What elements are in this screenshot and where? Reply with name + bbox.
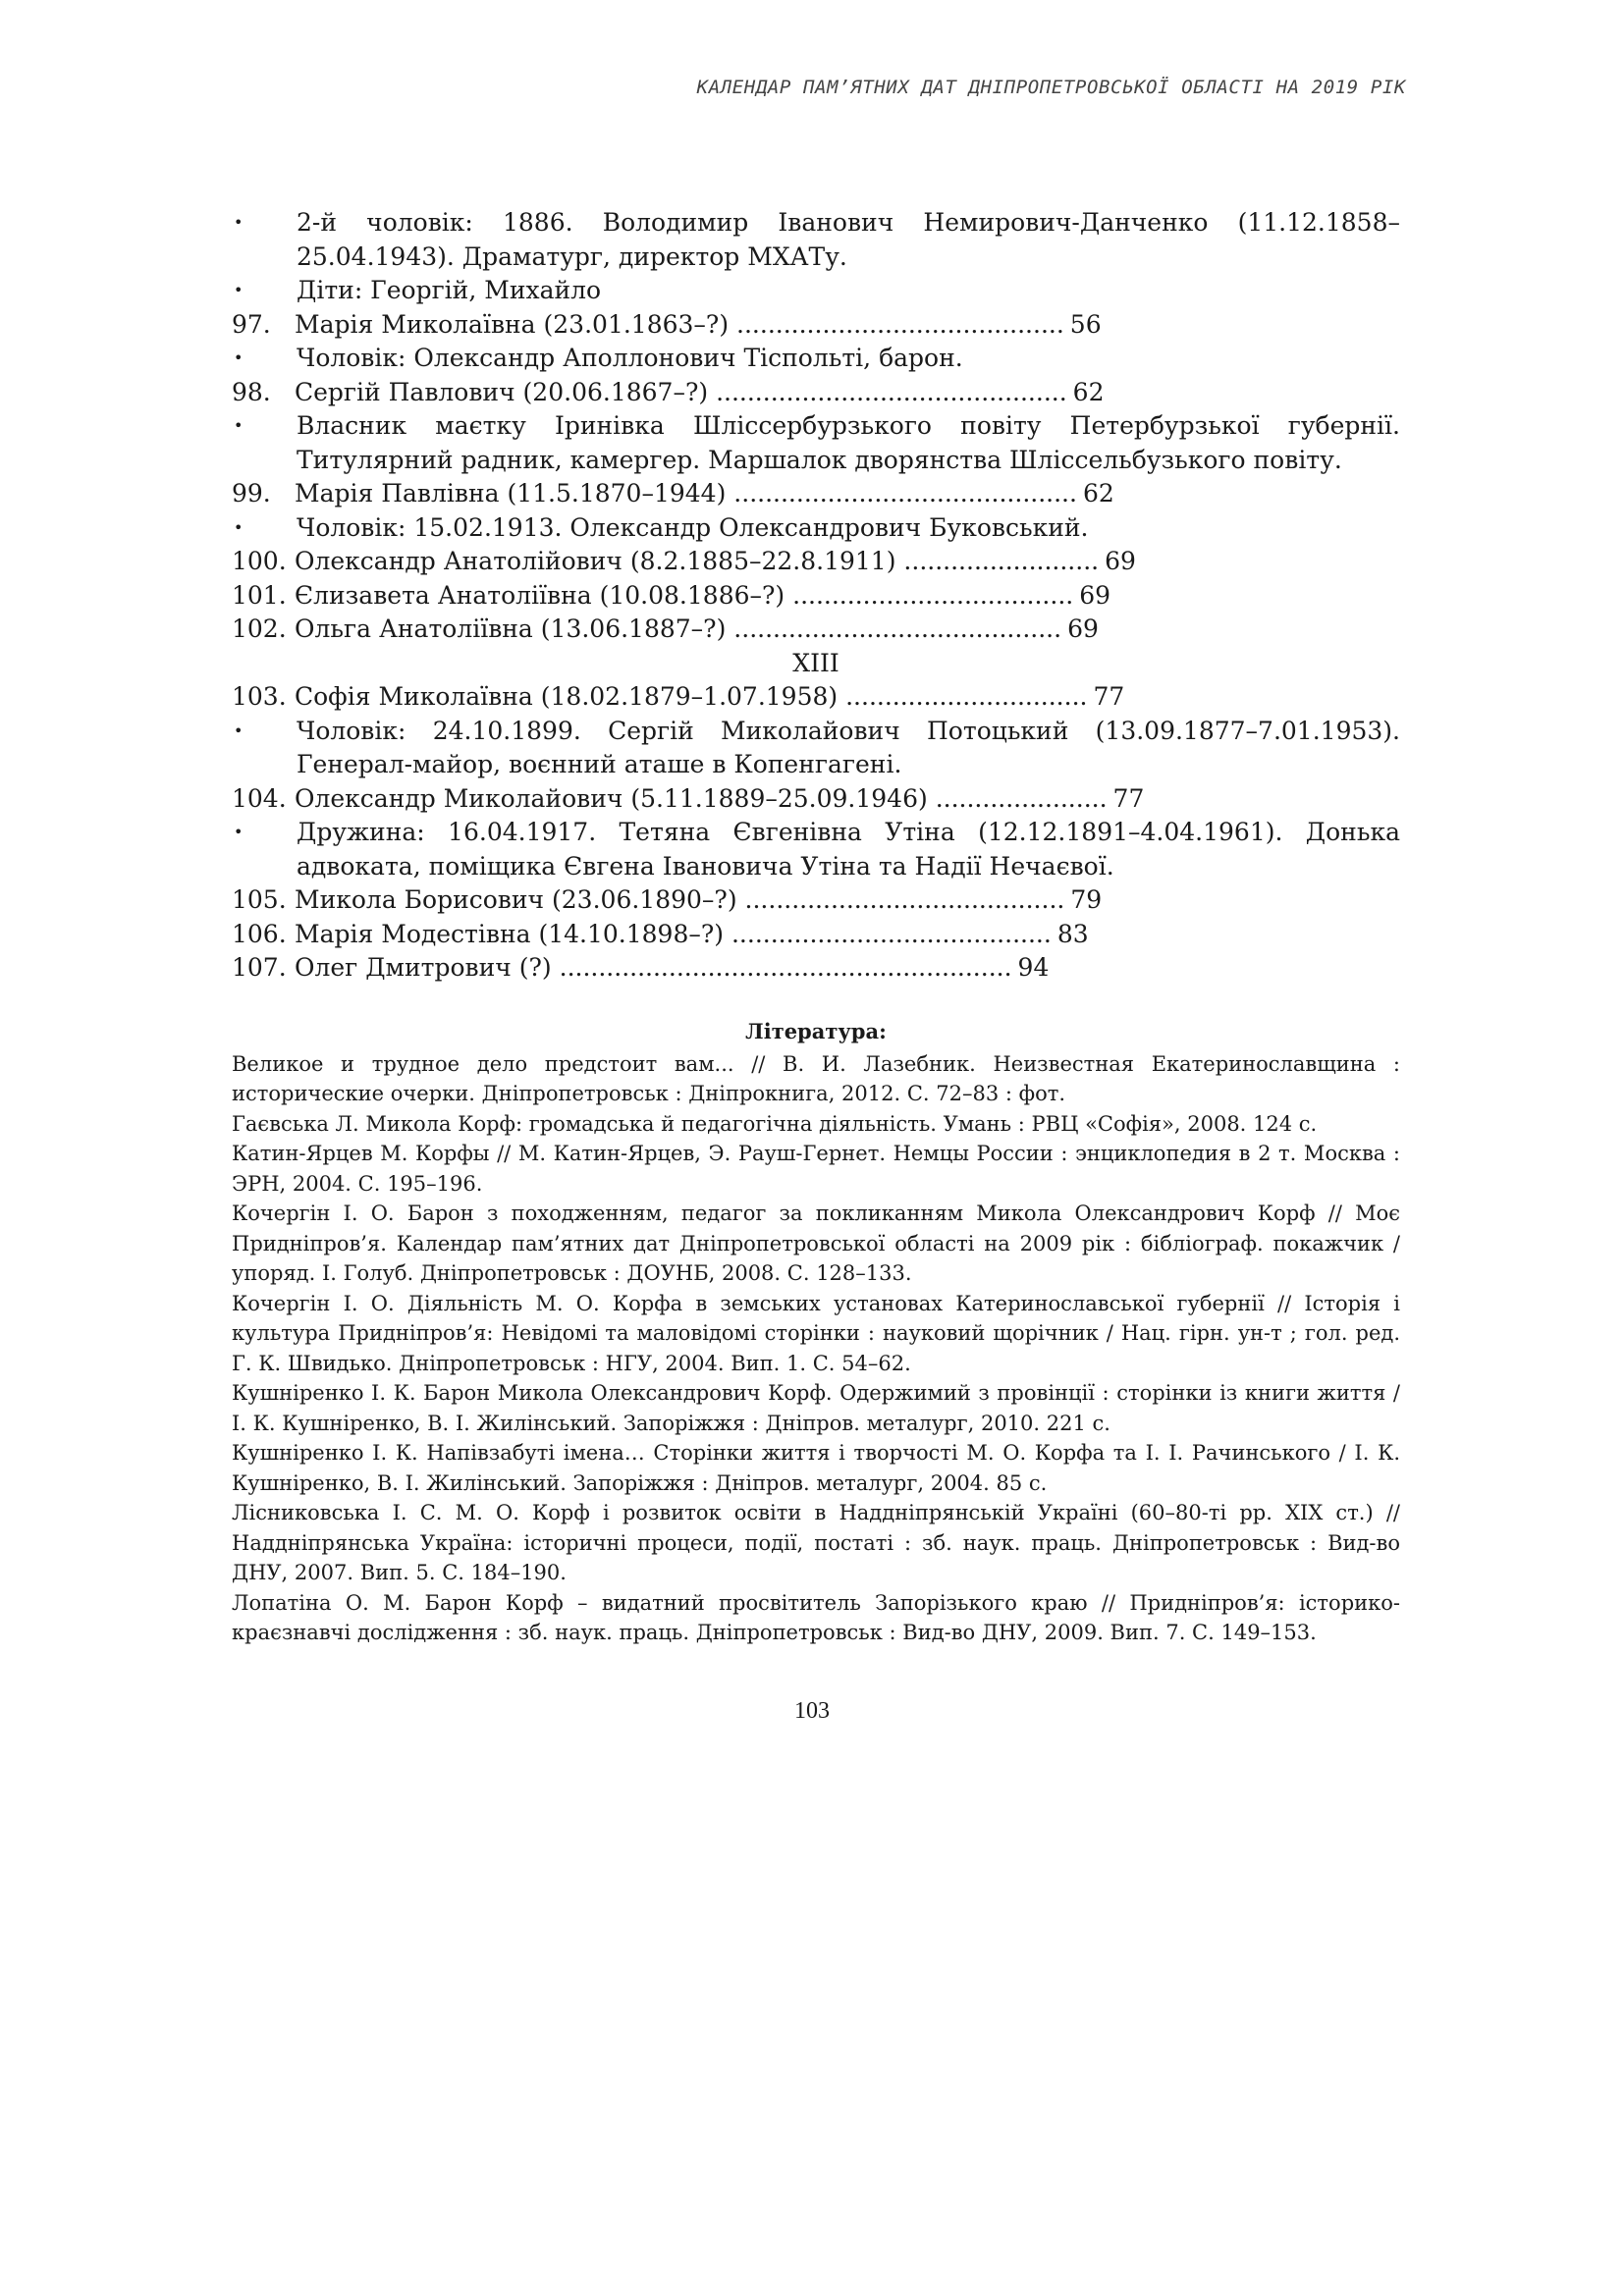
bullet-icon: • bbox=[234, 721, 244, 740]
literature-item: Лісниковська І. С. М. О. Корф і розвиток освіти в Наддніпрянській Україні (60–80-ті рр. XIX ст.) // Наддніпрянська Україна: історичні процеси, події, постаті : зб. наук. праць. Дніпропетровськ : Вид-во ДНУ, 2007. Вип. 5. С. 184–190. bbox=[232, 1501, 1400, 1584]
entry-name: Єлизавета Анатоліївна (10.08.1886–?) bbox=[295, 580, 785, 610]
leader-dots: ......................... bbox=[903, 547, 1100, 575]
entry-page-ref: 62 bbox=[1072, 377, 1105, 406]
literature-item: Лопатіна О. М. Барон Корф – видатний просвітитель Запорізького краю // Придніпров’я: історико-краєзнавчі дослідження : зб. наук. праць. Дніпропетровськ : Вид-во ДНУ, 2009. Вип. 7. С. 149–153. bbox=[232, 1590, 1400, 1644]
numbered-entry bbox=[232, 579, 1400, 614]
entry-text bbox=[295, 951, 1400, 986]
numbered-entry bbox=[232, 883, 1400, 918]
leader-dots: ............................................ bbox=[733, 479, 1077, 507]
entry-text: Власник маєтку Іринівка Шліссербурзького повіту Петербурзької губернії. Титулярний радник, камергер. Маршалок дворянства Шліссельбузького повіту. bbox=[297, 411, 1400, 474]
entry-page-ref: 69 bbox=[1079, 580, 1111, 610]
bullet-entry bbox=[232, 511, 1400, 546]
entry-name: Микола Борисович (23.06.1890–?) bbox=[295, 885, 737, 914]
page-number: 103 bbox=[794, 1698, 830, 1724]
bullet-entry bbox=[232, 816, 1400, 883]
literature-item: Кушніренко І. К. Напівзабуті імена… Сторінки життя і творчості М. О. Корфа та І. І. Рачинського / І. К. Кушніренко, В. І. Жилінський. Запоріжжя : Дніпров. металург, 2004. 85 с. bbox=[232, 1441, 1400, 1495]
entry-text: Дружина: 16.04.1917. Тетяна Євгенівна Утіна (12.12.1891–4.04.1961). Донька адвоката, поміщика Євгена Івановича Утіна та Надії Нечаєвої. bbox=[297, 818, 1400, 881]
entry-name: Марія Модестівна (14.10.1898–?) bbox=[295, 919, 725, 948]
literature-item: Кушніренко І. К. Барон Микола Олександрович Корф. Одержимий з провінції : сторінки із книги життя / І. К. Кушніренко, В. І. Жилінський. Запоріжжя : Дніпров. металург, 2010. 221 с. bbox=[232, 1381, 1400, 1435]
leader-dots: .......................................................... bbox=[559, 953, 1012, 982]
entry-text bbox=[295, 782, 1400, 817]
bullet-entry bbox=[232, 206, 1400, 274]
bullet-entry bbox=[232, 274, 1400, 308]
entry-name: Марія Павлівна (11.5.1870–1944) bbox=[295, 479, 727, 507]
numbered-entry bbox=[232, 613, 1400, 647]
bullet-icon: • bbox=[234, 416, 244, 435]
numbered-entry bbox=[232, 782, 1400, 817]
literature-section bbox=[232, 1017, 1400, 1648]
entry-page-ref: 77 bbox=[1112, 783, 1145, 813]
literature-item: Великое и трудное дело предстоит вам... // В. И. Лазебник. Неизвестная Екатеринославщина : исторические очерки. Дніпропетровськ : Дніпрокнига, 2012. С. 72–83 : фот. bbox=[232, 1051, 1400, 1105]
entry-number: 97. bbox=[232, 309, 271, 339]
entry-text bbox=[295, 376, 1400, 410]
entry-number: 104. bbox=[232, 783, 287, 813]
running-header: КАЛЕНДАР ПАМ’ЯТНИХ ДАТ ДНІПРОПЕТРОВСЬКОЇ ОБЛАСТІ НА 2019 РІК bbox=[696, 77, 1406, 98]
entry-page-ref: 69 bbox=[1067, 614, 1099, 643]
entry-text: Чоловік: Олександр Аполлонович Тіспольті, барон. bbox=[297, 344, 963, 372]
entry-number: 103. bbox=[232, 682, 287, 711]
entry-text: Чоловік: 24.10.1899. Сергій Миколайович Потоцький (13.09.1877–7.01.1953). Генерал-майор, воєнний аташе в Копенгагені. bbox=[297, 716, 1400, 778]
entry-number: 105. bbox=[232, 885, 287, 914]
entry-text bbox=[295, 680, 1400, 715]
entry-number: 101. bbox=[232, 580, 287, 610]
numbered-entry bbox=[232, 308, 1400, 343]
entry-name: Олег Дмитрович (?) bbox=[295, 953, 552, 982]
literature-item: Кочергін І. О. Барон з походженням, педагог за покликанням Микола Олександрович Корф // Моє Придніпров’я. Календар пам’ятних дат Дніпропетровської області на 2009 рік : бібліограф. покажчик / упоряд. І. Голуб. Дніпропетровськ : ДОУНБ, 2008. С. 128–133. bbox=[232, 1201, 1400, 1285]
bullet-icon: • bbox=[234, 823, 244, 841]
entry-name: Софія Миколаївна (18.02.1879–1.07.1958) bbox=[295, 682, 839, 711]
bullet-entry bbox=[232, 715, 1400, 782]
genealogy-list bbox=[232, 206, 1400, 986]
entry-name: Олександр Миколайович (5.11.1889–25.09.1946) bbox=[295, 783, 928, 813]
numbered-entry bbox=[232, 545, 1400, 579]
bullet-icon: • bbox=[234, 348, 244, 367]
numbered-entry bbox=[232, 376, 1400, 410]
numbered-entry bbox=[232, 477, 1400, 511]
literature-item: Кочергін І. О. Діяльність М. О. Корфа в земських установах Катеринославської губернії // Історія і культура Придніпров’я: Невідомі та маловідомі сторінки : науковий щорічник / Нац. гірн. ун-т ; гол. ред. Г. К. Швидько. Дніпропетровськ : НГУ, 2004. Вип. 1. С. 54–62. bbox=[232, 1291, 1400, 1375]
section-heading bbox=[232, 647, 1400, 681]
entry-number: 98. bbox=[232, 377, 271, 406]
leader-dots: ............................... bbox=[845, 682, 1088, 711]
section-heading-text: XIII bbox=[792, 648, 839, 677]
entry-page-ref: 56 bbox=[1069, 309, 1102, 339]
entry-text bbox=[295, 477, 1400, 511]
entry-name: Олександр Анатолійович (8.2.1885–22.8.1911) bbox=[295, 547, 896, 575]
entry-page-ref: 83 bbox=[1056, 919, 1089, 948]
numbered-entry bbox=[232, 918, 1400, 952]
entry-text bbox=[295, 579, 1400, 614]
bullet-entry bbox=[232, 409, 1400, 477]
entry-text bbox=[295, 308, 1400, 343]
numbered-entry bbox=[232, 951, 1400, 986]
leader-dots: .................................... bbox=[792, 580, 1074, 610]
literature-title: Література: bbox=[745, 1019, 887, 1043]
entry-text bbox=[295, 545, 1400, 579]
literature-item: Гаєвська Л. Микола Корф: громадська й педагогічна діяльність. Умань : РВЦ «Софія», 2008. 124 с. bbox=[232, 1111, 1318, 1136]
leader-dots: ......................................... bbox=[744, 885, 1065, 914]
bullet-icon: • bbox=[234, 281, 244, 299]
literature-item: Катин-Ярцев М. Корфы // М. Катин-Ярцев, Э. Рауш-Гернет. Немцы России : энциклопедия в 2 т. Москва : ЭРН, 2004. С. 195–196. bbox=[232, 1142, 1400, 1196]
entry-text bbox=[295, 613, 1400, 647]
leader-dots: ......................................... bbox=[731, 919, 1052, 948]
entry-page-ref: 79 bbox=[1070, 885, 1103, 914]
bullet-icon: • bbox=[234, 517, 244, 537]
entry-number: 106. bbox=[232, 919, 287, 948]
entry-number: 99. bbox=[232, 479, 271, 507]
leader-dots: .......................................... bbox=[736, 309, 1064, 339]
leader-dots: .......................................... bbox=[733, 614, 1062, 643]
entry-text: Діти: Георгій, Михайло bbox=[297, 276, 602, 304]
bullet-entry bbox=[232, 342, 1400, 376]
leader-dots: ............................................. bbox=[716, 377, 1067, 406]
entry-number: 102. bbox=[232, 614, 287, 643]
entry-name: Сергій Павлович (20.06.1867–?) bbox=[295, 377, 709, 406]
entry-page-ref: 69 bbox=[1105, 547, 1136, 575]
bullet-icon: • bbox=[234, 213, 244, 232]
entry-number: 100. bbox=[232, 547, 287, 575]
entry-page-ref: 77 bbox=[1093, 682, 1125, 711]
entry-number: 107. bbox=[232, 953, 287, 982]
entry-text: Чоловік: 15.02.1913. Олександр Олександрович Буковський. bbox=[297, 512, 1089, 542]
entry-page-ref: 62 bbox=[1082, 479, 1114, 507]
entry-text bbox=[295, 883, 1400, 918]
entry-page-ref: 94 bbox=[1017, 953, 1050, 982]
literature-list bbox=[232, 1049, 1400, 1648]
entry-name: Марія Миколаївна (23.01.1863–?) bbox=[295, 309, 730, 339]
entry-name: Ольга Анатоліївна (13.06.1887–?) bbox=[295, 614, 727, 643]
entry-text bbox=[295, 918, 1400, 952]
leader-dots: ...................... bbox=[935, 783, 1108, 813]
entry-text: 2-й чоловік: 1886. Володимир Іванович Немирович-Данченко (11.12.1858–25.04.1943). Драматург, директор МХАТу. bbox=[297, 208, 1400, 271]
numbered-entry bbox=[232, 680, 1400, 715]
